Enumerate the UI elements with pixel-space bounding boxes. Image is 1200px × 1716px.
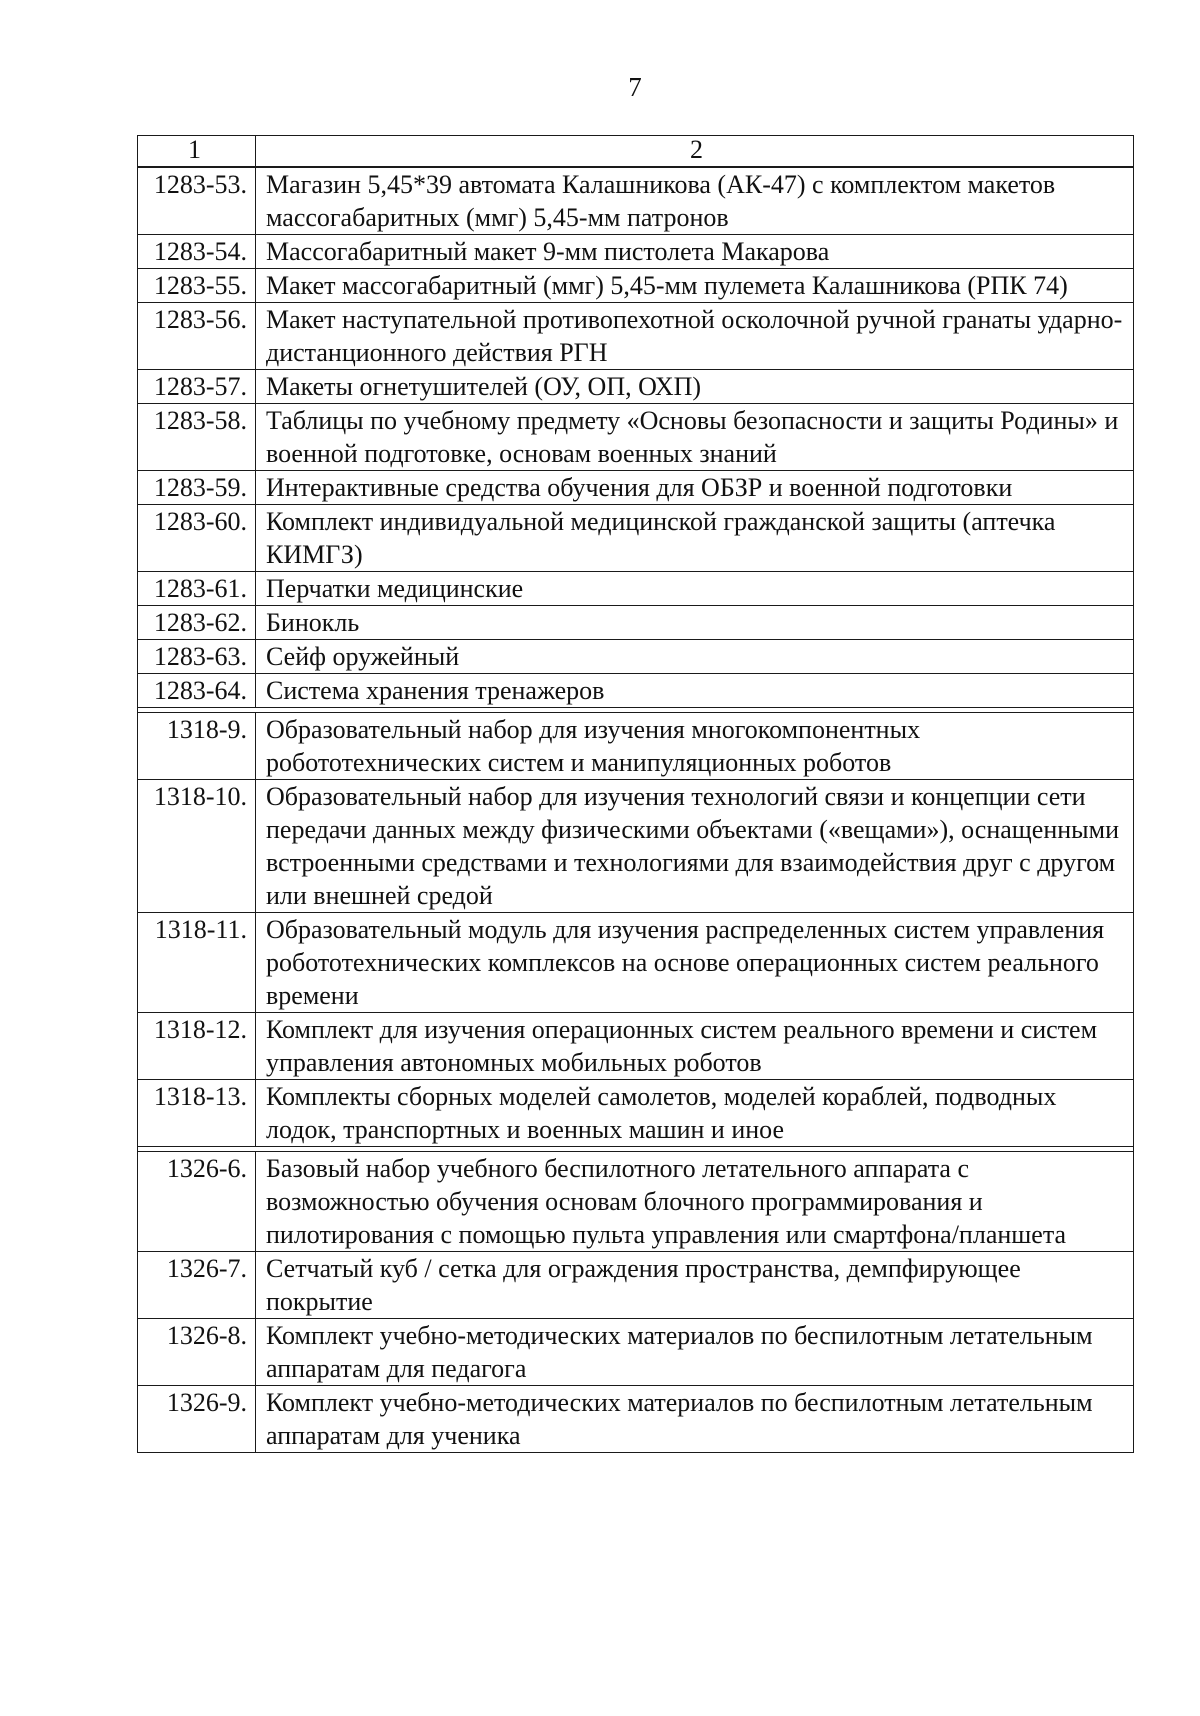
table-row [138,168,1134,235]
row-number: 1318-13. [138,1080,256,1147]
row-description: Массогабаритный макет 9-мм пистолета Макарова [256,235,1134,269]
table-row [138,471,1134,505]
table-row [138,303,1134,370]
table-row [138,572,1134,606]
row-number: 1326-6. [138,1152,256,1252]
row-description: Сетчатый куб / сетка для ограждения пространства, демпфирующее покрытие [256,1252,1134,1319]
document-table [137,135,1134,1453]
table-row [138,913,1134,1013]
row-description: Перчатки медицинские [256,572,1134,606]
table-row [138,1013,1134,1080]
table-row [138,713,1134,780]
table-row [138,1319,1134,1386]
row-description: Макет массогабаритный (ммг) 5,45-мм пулемета Калашникова (РПК 74) [256,269,1134,303]
row-description: Магазин 5,45*39 автомата Калашникова (АК-47) с комплектом макетов массогабаритных (ммг) 5,45-мм патронов [256,168,1134,235]
row-description: Таблицы по учебному предмету «Основы безопасности и защиты Родины» и военной подготовке, основам военных знаний [256,404,1134,471]
row-description: Система хранения тренажеров [256,674,1134,708]
row-number: 1326-8. [138,1319,256,1386]
row-number: 1283-60. [138,505,256,572]
table-row [138,404,1134,471]
table-group [137,1151,1134,1453]
table-row [138,640,1134,674]
row-description: Макет наступательной противопехотной осколочной ручной гранаты ударно-дистанционного действия РГН [256,303,1134,370]
row-number: 1283-54. [138,235,256,269]
row-description: Образовательный модуль для изучения распределенных систем управления робототехнических комплексов на основе операционных систем реального времени [256,913,1134,1013]
row-number: 1318-10. [138,780,256,913]
table-group [137,712,1134,1147]
table-row [138,505,1134,572]
row-number: 1318-12. [138,1013,256,1080]
table-header [137,135,1134,167]
header-col-1: 1 [138,136,256,167]
table-row [138,780,1134,913]
row-description: Макеты огнетушителей (ОУ, ОП, ОХП) [256,370,1134,404]
row-number: 1326-9. [138,1386,256,1453]
row-number: 1318-11. [138,913,256,1013]
row-number: 1283-63. [138,640,256,674]
table-row [138,269,1134,303]
row-number: 1326-7. [138,1252,256,1319]
table-row [138,606,1134,640]
row-number: 1283-55. [138,269,256,303]
row-number: 1283-58. [138,404,256,471]
row-description: Комплекты сборных моделей самолетов, моделей кораблей, подводных лодок, транспортных и военных машин и иное [256,1080,1134,1147]
row-number: 1283-53. [138,168,256,235]
page-number: 7 [628,72,642,102]
row-description: Комплект учебно-методических материалов по беспилотным летательным аппаратам для ученика [256,1386,1134,1453]
row-description: Интерактивные средства обучения для ОБЗР и военной подготовки [256,471,1134,505]
table-row [138,1252,1134,1319]
row-number: 1283-61. [138,572,256,606]
row-number: 1283-56. [138,303,256,370]
row-description: Бинокль [256,606,1134,640]
table-row [138,674,1134,708]
table-row [138,1152,1134,1252]
table-row [138,370,1134,404]
row-description: Сейф оружейный [256,640,1134,674]
row-number: 1283-57. [138,370,256,404]
table-group [137,167,1134,708]
row-description: Образовательный набор для изучения многокомпонентных робототехнических систем и манипуляционных роботов [256,713,1134,780]
row-number: 1318-9. [138,713,256,780]
table-row [138,1080,1134,1147]
row-number: 1283-64. [138,674,256,708]
header-row [138,136,1134,167]
row-number: 1283-59. [138,471,256,505]
row-number: 1283-62. [138,606,256,640]
row-description: Образовательный набор для изучения технологий связи и концепции сети передачи данных между физическими объектами («вещами»), оснащенными встроенными средствами и технологиями для взаимодействия друг с другом или внешней средой [256,780,1134,913]
row-description: Комплект для изучения операционных систем реального времени и систем управления автономных мобильных роботов [256,1013,1134,1080]
row-description: Базовый набор учебного беспилотного летательного аппарата с возможностью обучения основам блочного программирования и пилотирования с помощью пульта управления или смартфона/планшета [256,1152,1134,1252]
table-row [138,235,1134,269]
header-col-2: 2 [256,136,1134,167]
row-description: Комплект учебно-методических материалов по беспилотным летательным аппаратам для педагога [256,1319,1134,1386]
table-row [138,1386,1134,1453]
row-description: Комплект индивидуальной медицинской гражданской защиты (аптечка КИМГЗ) [256,505,1134,572]
